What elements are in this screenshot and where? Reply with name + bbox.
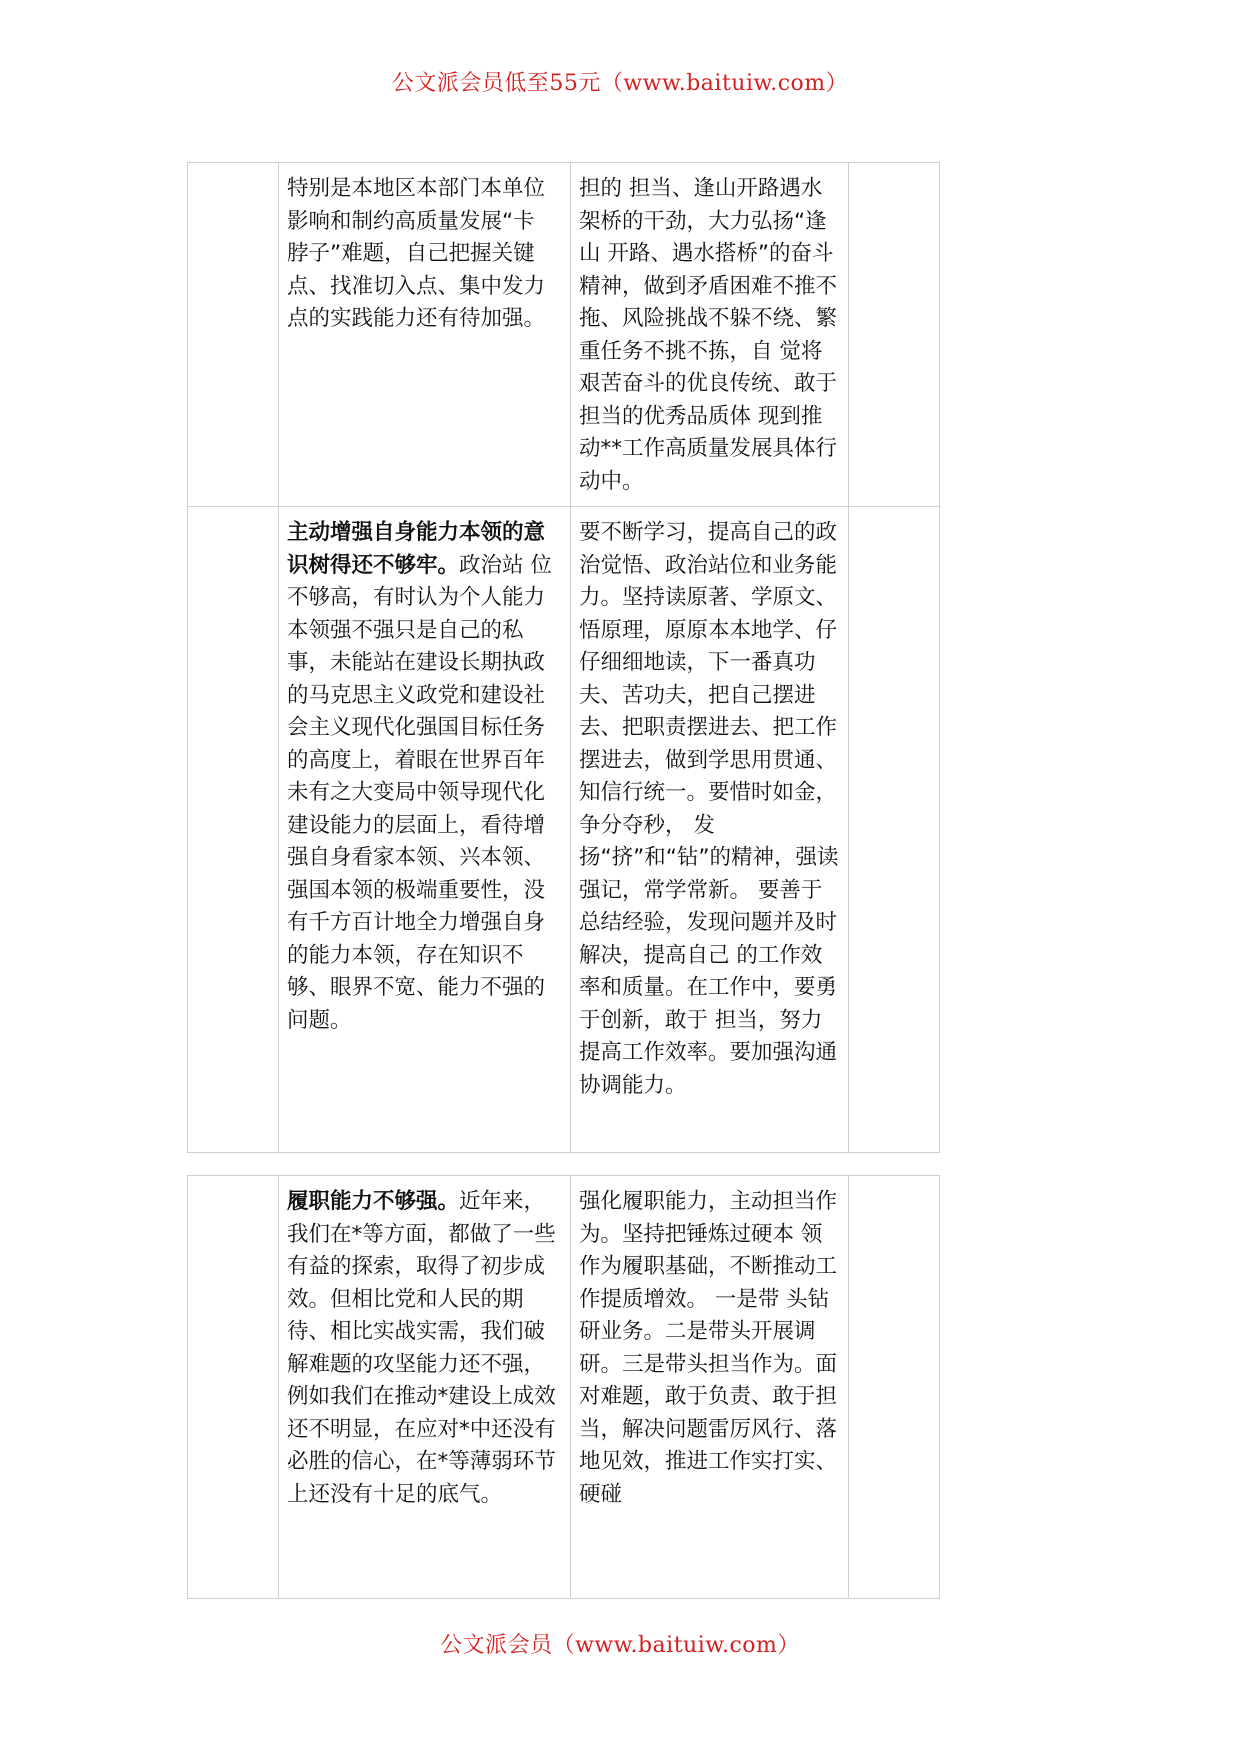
page-header-watermark: 公文派会员低至55元（www.baituiw.com） (391, 71, 849, 96)
problem-cell (279, 163, 571, 507)
problem-text: 政治站 位不够高，有时认为个人能力本领强不强只是自己的私事，未能站在建设长期执政的马克思主义政党和建设社会主义现代化强国目标任务的高度上，着眼在世界百年未有之大变局中领导现代化建设能力的层面上，看待增强自身看家本领、兴本领、强国本领的极端重要性，没有千方百计地全力增强自身的能力本领，存在知识不够、眼界不宽、能力不强的问题。 (287, 552, 552, 1033)
problem-cell (279, 1176, 571, 1599)
category-cell (188, 1176, 279, 1599)
measure-text: 担的 担当、逢山开路遇水架桥的干劲，大力弘扬“逢山 开路、遇水搭桥”的奋斗精神，做到矛盾困难不推不拖、风险挑战不躲不绕、繁重任务不挑不拣，自 觉将艰苦奋斗的优良传统、敢于担当的优秀品质体 现到推动**工作高质量发展具体行动中。 (579, 176, 838, 494)
problem-text: 近年来，我们在*等方面，都做了一些有益的探索，取得了初步成效。但相比党和人民的期待、相比实战实需，我们破解难题的攻坚能力还不强，例如我们在推动*建设上成效还不明显，在应对*中还没有必胜的信心，在*等薄弱环节上还没有十足的底气。 (287, 1189, 556, 1507)
deadline-cell (849, 507, 940, 1153)
problem-cell (279, 507, 571, 1153)
category-cell (188, 163, 279, 507)
measure-cell (571, 1176, 849, 1599)
measure-text: 要不断学习，提高自己的政治觉悟、政治站位和业务能力。坚持读原著、学原文、悟原理，原原本本地学、仔仔细细地读，下一番真功夫、苦功夫，把自己摆进去、把职责摆进去、把工作摆进去，做到学思用贯通、知信行统一。要惜时如金，争分夺秒， 发扬“挤”和“钻”的精神，强读强记，常学常新。 要善于总结经验，发现问题并及时解决，提高自己 的工作效率和质量。在工作中，要勇于创新，敢于 担当，努力提高工作效率。要加强沟通协调能力。 (579, 520, 839, 1098)
deadline-cell (849, 1176, 940, 1599)
table-row (188, 507, 940, 1153)
rectification-table-part-2 (187, 1175, 940, 1599)
problem-text: 特别是本地区本部门本单位影响和制约高质量发展“卡 脖子”难题，自己把握关键点、找准切入点、集中发力点的实践能力还有待加强。 (287, 176, 546, 331)
page-footer-watermark: 公文派会员（www.baituiw.com） (440, 1633, 800, 1658)
measure-text: 强化履职能力，主动担当作为。坚持把锤炼过硬本 领作为履职基础，不断推动工作提质增效。 一是带 头钻研业务。二是带头开展调研。三是带头担当作为。面对难题，敢于负责、敢于担当，解决问题雷厉风行、落地见效，推进工作实打实、硬碰 (579, 1189, 838, 1507)
measure-cell (571, 507, 849, 1153)
problem-lead: 主动增强自身能力本领的意识树得还不够牢。 (287, 520, 546, 578)
problem-lead: 履职能力不够强。 (287, 1189, 460, 1214)
table-row (188, 1176, 940, 1599)
category-cell (188, 507, 279, 1153)
rectification-table-part-1 (187, 162, 940, 1153)
measure-cell (571, 163, 849, 507)
table-row (188, 163, 940, 507)
deadline-cell (849, 163, 940, 507)
